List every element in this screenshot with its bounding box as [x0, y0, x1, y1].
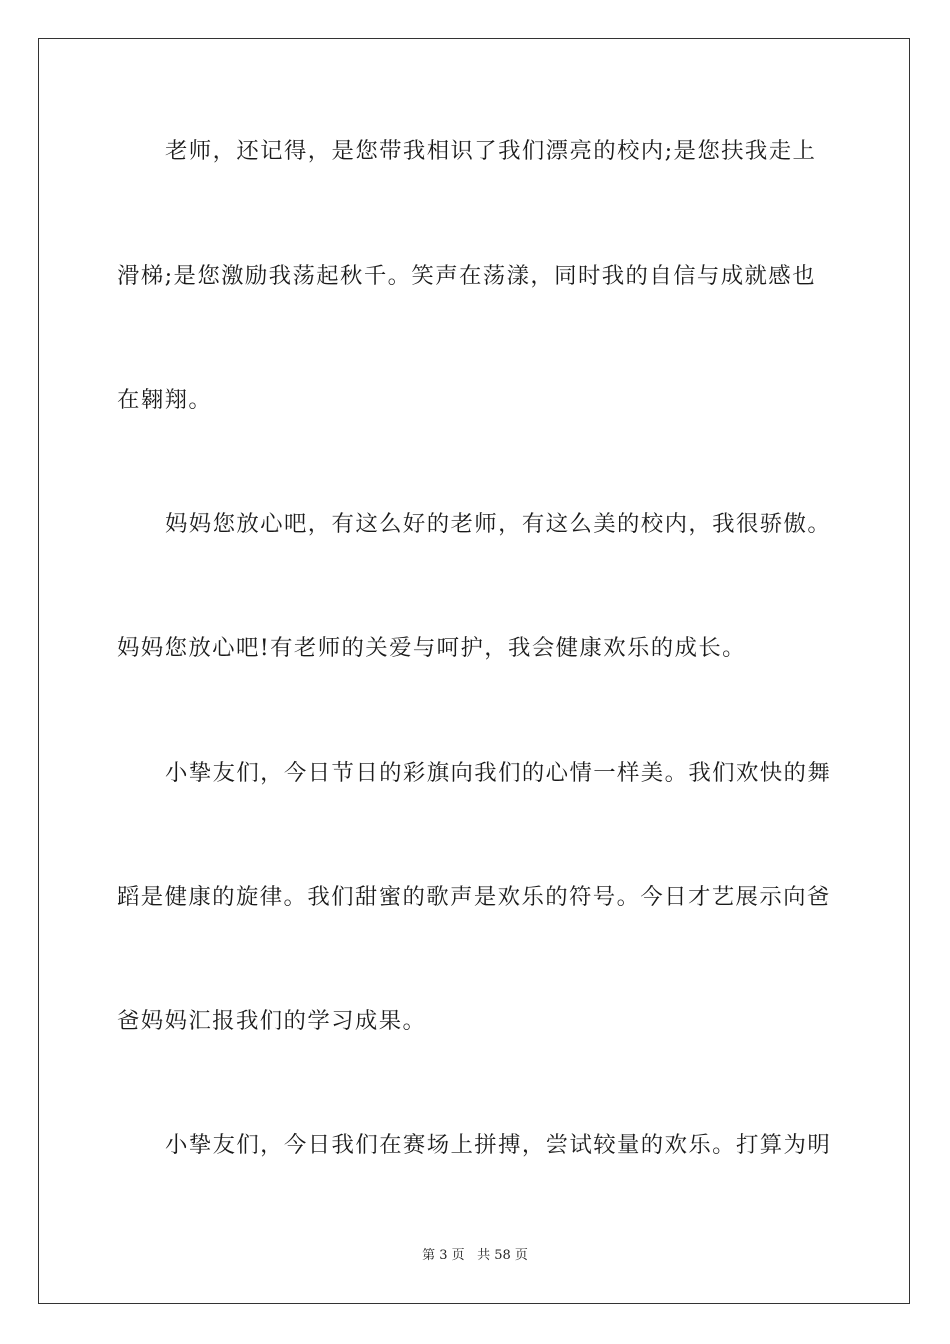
- page-footer: [0, 1247, 950, 1265]
- text-line: 妈妈您放心吧，有这么好的老师，有这么美的校内，我很骄傲。: [165, 511, 832, 537]
- text-line: 妈妈您放心吧!有老师的关爱与呵护，我会健康欢乐的成长。: [117, 635, 746, 661]
- page-border: [38, 38, 910, 1304]
- text-line: 老师，还记得，是您带我相识了我们漂亮的校内;是您扶我走上: [165, 138, 817, 164]
- text-line: 在翱翔。: [117, 387, 213, 413]
- page-number: 第 3 页: [422, 1248, 465, 1263]
- page-total: 共 58 页: [477, 1248, 528, 1263]
- text-line: 爸妈妈汇报我们的学习成果。: [117, 1008, 427, 1034]
- text-line: 小挚友们，今日节日的彩旗向我们的心情一样美。我们欢快的舞: [165, 760, 832, 786]
- text-line: 小挚友们，今日我们在赛场上拼搏，尝试较量的欢乐。打算为明: [165, 1132, 832, 1158]
- text-line: 蹈是健康的旋律。我们甜蜜的歌声是欢乐的符号。今日才艺展示向爸: [117, 884, 831, 910]
- text-line: 滑梯;是您激励我荡起秋千。笑声在荡漾，同时我的自信与成就感也: [117, 263, 816, 289]
